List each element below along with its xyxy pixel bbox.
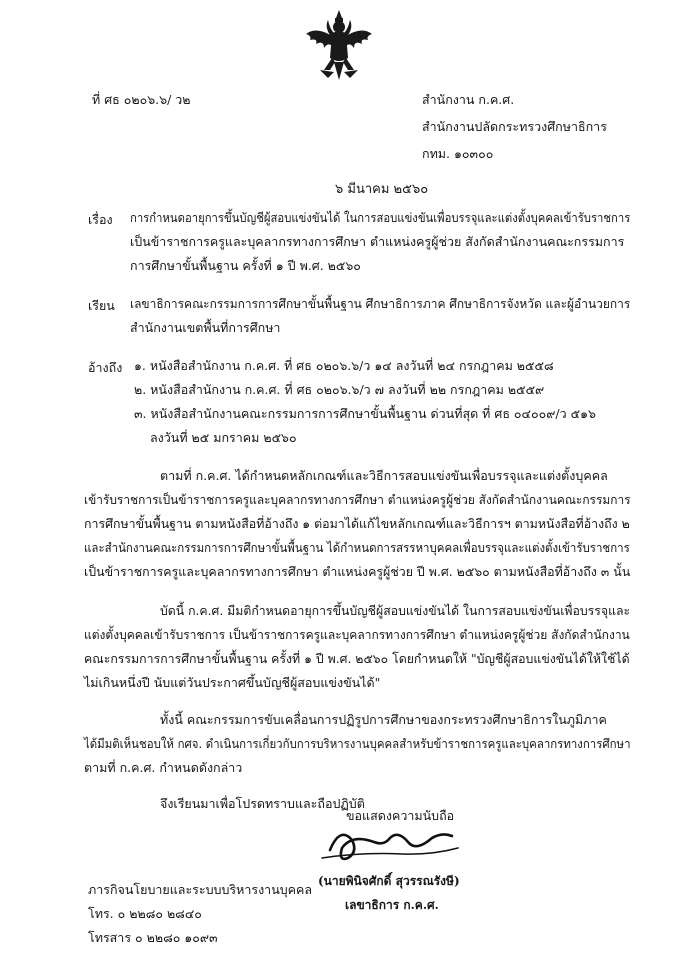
reference-item: ๑. หนังสือสำนักงาน ก.ค.ศ. ที่ ศธ ๐๒๐๖.๖/ว ๑๔ ลงวันที่ ๒๔ กรกฎาคม ๒๕๕๘: [134, 358, 554, 373]
reference-item: ๒. หนังสือสำนักงาน ก.ค.ศ. ที่ ศธ ๐๒๐๖.๖/ว ๗ ลงวันที่ ๒๒ กรกฎาคม ๒๕๕๙: [134, 382, 545, 397]
body-paragraph-1-line: การศึกษาขั้นพื้นฐาน ตามหนังสือที่อ้างถึง ๑ ต่อมาได้แก้ไขหลักเกณฑ์และวิธีการฯ ตามหนังสือที่อ้างถึง ๒: [84, 516, 630, 531]
body-paragraph-2-line: แต่งตั้งบุคคลเข้ารับราชการ เป็นข้าราชการครูและบุคลากรทางการศึกษา ตำแหน่งครูผู้ช่วย สังกัดสำนักงาน: [84, 627, 630, 642]
subject-line: การศึกษาขั้นพื้นฐาน ครั้งที่ ๑ ปี พ.ศ. ๒๕๖๐: [130, 258, 361, 273]
body-paragraph-3-line: ตามที่ ก.ค.ศ. กำหนดดังกล่าว: [84, 760, 243, 775]
closing-request: จึงเรียนมาเพื่อโปรดทราบและถือปฏิบัติ: [160, 796, 365, 811]
recipient-line: สำนักงานเขตพื้นที่การศึกษา: [130, 320, 281, 335]
body-paragraph-2-line: บัดนี้ ก.ค.ศ. มีมติกำหนดอายุการขึ้นบัญชีผู้สอบแข่งขันได้ ในการสอบแข่งขันเพื่อบรรจุและ: [160, 603, 631, 618]
reference-item: ลงวันที่ ๒๕ มกราคม ๒๕๖๐: [150, 430, 297, 445]
subject-line: การกำหนดอายุการขึ้นบัญชีผู้สอบแข่งขันได้ ในการสอบแข่งขันเพื่อบรรจุและแต่งตั้งบุคคลเข้ารับราชการ: [130, 210, 631, 225]
office-name-line2: สำนักงานปลัดกระทรวงศึกษาธิการ: [422, 119, 607, 134]
signatory-name: (นายพินิจศักดิ์ สุวรรณรังษี): [318, 874, 460, 888]
recipient-label: เรียน: [88, 298, 115, 313]
office-address: กทม. ๑๐๓๐๐: [422, 146, 494, 161]
document-number: ที่ ศธ ๐๒๐๖.๖/ ว๒: [92, 92, 191, 107]
office-name-line1: สำนักงาน ก.ค.ศ.: [422, 92, 515, 107]
reference-label: อ้างถึง: [88, 360, 123, 375]
body-paragraph-3-line: ทั้งนี้ คณะกรรมการขับเคลื่อนการปฏิรูปการศึกษาของกระทรวงศึกษาธิการในภูมิภาค: [160, 712, 607, 727]
recipient-line: เลขาธิการคณะกรรมการการศึกษาขั้นพื้นฐาน ศึกษาธิการภาค ศึกษาธิการจังหวัด และผู้อำนวยการ: [130, 296, 631, 311]
body-paragraph-1-line: และสำนักงานคณะกรรมการการศึกษาขั้นพื้นฐาน ได้กำหนดการสรรหาบุคคลเพื่อบรรจุและแต่งตั้งเข้ารับราชการ: [84, 540, 630, 555]
footer-division: ภารกิจนโยบายและระบบบริหารงานบุคคล: [88, 882, 313, 897]
body-paragraph-2-line: คณะกรรมการการศึกษาขั้นพื้นฐาน ครั้งที่ ๑ ปี พ.ศ. ๒๕๖๐ โดยกำหนดให้ "บัญชีผู้สอบแข่งขันได้ให้ใช้ได้: [84, 651, 630, 666]
reference-item: ๓. หนังสือสำนักงานคณะกรรมการการศึกษาขั้นพื้นฐาน ด่วนที่สุด ที่ ศธ ๐๔๐๐๙/ว ๕๑๖: [134, 406, 596, 421]
garuda-emblem-icon: [302, 8, 376, 84]
document-date: ๖ มีนาคม ๒๕๖๐: [335, 182, 429, 197]
handwritten-signature: [312, 818, 462, 874]
subject-line: เป็นข้าราชการครูและบุคลากรทางการศึกษา ตำแหน่งครูผู้ช่วย สังกัดสำนักงานคณะกรรมการ: [130, 234, 625, 249]
body-paragraph-1-line: เป็นข้าราชการครูและบุคลากรทางการศึกษา ตำแหน่งครูผู้ช่วย ปี พ.ศ. ๒๕๖๐ ตามหนังสือที่อ้างถึง ๓ นั้น: [84, 564, 631, 579]
body-paragraph-3-line: ได้มีมติเห็นชอบให้ กศจ. ดำเนินการเกี่ยวกับการบริหารงานบุคคลสำหรับข้าราชการครูและบุคลากรทางการศึกษา: [84, 736, 631, 751]
body-paragraph-1-line: เข้ารับราชการเป็นข้าราชการครูและบุคลากรทางการศึกษา ตำแหน่งครูผู้ช่วย สังกัดสำนักงานคณะกรรมการ: [84, 492, 631, 507]
footer-fax: โทรสาร ๐ ๒๒๘๐ ๑๐๙๓: [88, 930, 218, 945]
body-paragraph-2-line: ไม่เกินหนึ่งปี นับแต่วันประกาศขึ้นบัญชีผู้สอบแข่งขันได้": [84, 675, 381, 690]
signatory-title: เลขาธิการ ก.ค.ศ.: [345, 898, 439, 912]
salutation: ขอแสดงความนับถือ: [346, 808, 455, 823]
body-paragraph-1-line: ตามที่ ก.ค.ศ. ได้กำหนดหลักเกณฑ์และวิธีการสอบแข่งขันเพื่อบรรจุและแต่งตั้งบุคคล: [160, 468, 608, 483]
subject-label: เรื่อง: [88, 212, 113, 227]
footer-phone: โทร. ๐ ๒๒๘๐ ๒๘๔๐: [88, 906, 202, 921]
